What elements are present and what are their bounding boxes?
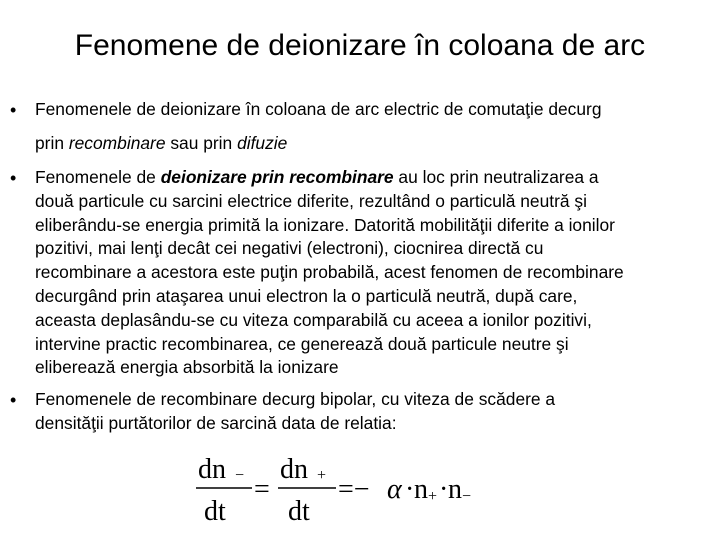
formula-n-1: n — [414, 474, 428, 505]
formula-dot-1: · — [405, 474, 415, 505]
formula-svg — [190, 448, 510, 528]
bullet-3-line-2: densităţii purtătorilor de sarcină data de relatia: — [35, 412, 397, 433]
formula-sub-4: − — [462, 488, 472, 505]
bullet-2-line-6: decurgând prin ataşarea unui electron la o particulă neutră, după care, — [35, 285, 578, 306]
bullet-3-line-1: Fenomenele de recombinare decurg bipolar, cu viteza de scădere a — [35, 389, 556, 409]
bullet-2-line-1 — [35, 166, 715, 190]
bullet-2-line-4: pozitivi, mai lenţi decât cei negativi (electroni), ciocnirea directă cu — [35, 238, 544, 259]
bullet-1-difuzie: difuzie — [237, 132, 288, 153]
bullet-2-line-1-a: Fenomenele de — [35, 167, 161, 187]
formula-equals-1: = — [254, 474, 270, 505]
bullet-3 — [35, 388, 715, 436]
bullet-2 — [35, 166, 715, 380]
formula-sub-3: + — [428, 488, 438, 505]
formula-sub-1: − — [235, 467, 245, 484]
slide-title: Fenomene de deionizare în coloana de arc — [74, 29, 646, 62]
formula-equals-2: =− — [338, 474, 370, 505]
bullet-2-line-2: două particule cu sarcini electrice diferite, rezultând o particulă neutră şi — [35, 190, 587, 211]
bullet-1-recombinare: recombinare — [68, 132, 166, 153]
formula-alpha: α — [387, 474, 402, 505]
bullet-1 — [35, 98, 715, 156]
formula-sub-2: + — [317, 467, 327, 484]
bullet-marker-3: • — [10, 390, 17, 410]
bullet-marker-1: • — [10, 100, 17, 120]
bullet-2-line-1-c: au loc prin neutralizarea a — [393, 167, 599, 187]
recombination-formula — [190, 448, 510, 528]
bullet-2-line-3: eliberându-se energia primită la ionizare. Datorită mobilităţii diferite a ionilor — [35, 214, 615, 235]
bullet-2-line-7: aceasta deplasându-se cu viteza comparabilă cu aceea a ionilor pozitivi, — [35, 309, 592, 330]
bullet-1-line-2 — [35, 132, 715, 156]
formula-num-1: dn — [198, 454, 226, 485]
formula-den-1: dt — [204, 496, 226, 527]
formula-den-2: dt — [288, 496, 310, 527]
formula-num-2: dn — [280, 454, 308, 485]
bullet-2-line-9: eliberează energia absorbită la ionizare — [35, 357, 339, 378]
bullet-2-emphasis: deionizare prin recombinare — [160, 167, 394, 187]
formula-n-2: n — [448, 474, 462, 505]
bullet-1-line-2-a: prin — [35, 132, 69, 153]
formula-dot-2: · — [439, 474, 449, 505]
bullet-2-line-5: recombinare a acestora este puţin probabilă, acest fenomen de recombinare — [35, 262, 624, 283]
bullet-2-line-8: intervine practic recombinarea, ce generează două particule neutre şi — [35, 333, 569, 354]
bullet-1-line-2-c: sau prin — [165, 132, 238, 153]
bullet-1-line-1: Fenomenele de deionizare în coloana de arc electric de comutaţie decurg — [35, 99, 602, 119]
bullet-marker-2: • — [10, 168, 17, 188]
